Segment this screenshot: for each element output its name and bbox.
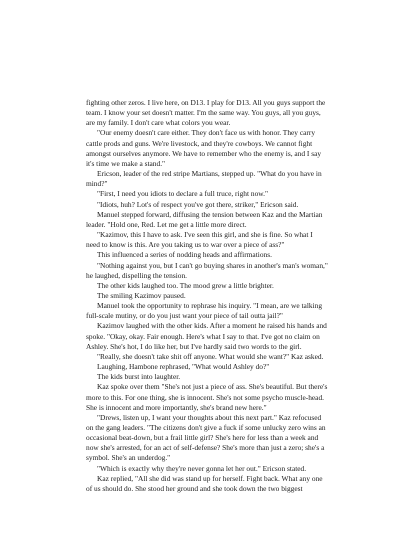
paragraph: fighting other zeros. I live here, on D13. I play for D13. All you guys support the team. I know your set doesn't matter. I'm the same way. You guys, all you guys, are my family. I don't care what colors you wear. bbox=[86, 98, 326, 128]
paragraph: Manuel took the opportunity to rephrase his inquiry. "I mean, are we talking full-scale mutiny, or do you just want your piece of tail outta jail?" bbox=[86, 301, 323, 321]
paragraph: "Our enemy doesn't care either. They don't face us with honor. They carry cattle prods and guns. We're livestock, and they're cowboys. We cannot fight amongst ourselves anymore. We have to remember who the enemy is, and I say it's time we make a stand." bbox=[86, 128, 322, 168]
paragraph: This influenced a series of nodding heads and affirmations. bbox=[97, 250, 272, 260]
paragraph: Manuel stepped forward, diffusing the tension between Kaz and the Martian leader. "Hold one, Red. Let me get a little more direct. bbox=[86, 209, 323, 229]
paragraph: Kaz replied, "All she did was stand up for herself. Fight back. What any one of us should do. She stood her ground and she took down the two biggest bbox=[86, 473, 323, 493]
paragraph: "Idiots, huh? Lot's of respect you've got there, striker," Ericson said. bbox=[97, 199, 299, 209]
paragraph: The other kids laughed too. The mood grew a little brighter. bbox=[97, 280, 274, 290]
paragraph: The kids burst into laughter. bbox=[97, 372, 181, 382]
paragraph: "Really, she doesn't take shit off anyone. What would she want?" Kaz asked. bbox=[97, 351, 324, 361]
paragraph: "Drews, listen up, I want your thoughts about this next part." Kaz refocused on the gang leaders. "The citizens don't give a fuck if some unlucky zero wins an occasional beat-down, but a frail little girl? She's here for less than a week and now she's arrested, for an act of self-defense? She's more than just a zero; she's a symbol. She's an underdog." bbox=[86, 412, 326, 463]
paragraph: Laughing, Hambone rephrased, "What would Ashley do?" bbox=[97, 362, 270, 372]
paragraph: "Nothing against you, but I can't go buying shares in another's man's woman," he laughed, dispelling the tension. bbox=[86, 260, 328, 280]
paragraph: Ericson, leader of the red stripe Martians, stepped up. "What do you have in mind?" bbox=[86, 169, 322, 189]
paragraph: "Which is exactly why they're never gonna let her out." Ericson stated. bbox=[97, 463, 307, 473]
body-text bbox=[86, 98, 328, 494]
paragraph: Kazimov laughed with the other kids. After a moment he raised his hands and spoke. "Okay, okay. Fair enough. Here's what I say to that. I've got no claim on Ashley. She's hot, I do like her, but I've hardly said two words to the girl. bbox=[86, 321, 327, 351]
paragraph: "First, I need you idiots to declare a full truce, right now." bbox=[97, 189, 268, 199]
paragraph: Kaz spoke over them "She's not just a piece of ass. She's beautiful. But there's more to this. For one thing, she is innocent. She's not some psycho muscle-head. She is innocent and more importantly, she's brand new here." bbox=[86, 382, 328, 412]
paragraph: The smiling Kazimov paused. bbox=[97, 290, 186, 300]
paragraph: "Kazimov, this I have to ask. I've seen this girl, and she is fine. So what I need to know is this. Are you taking us to war over a piece of ass?" bbox=[86, 230, 313, 250]
